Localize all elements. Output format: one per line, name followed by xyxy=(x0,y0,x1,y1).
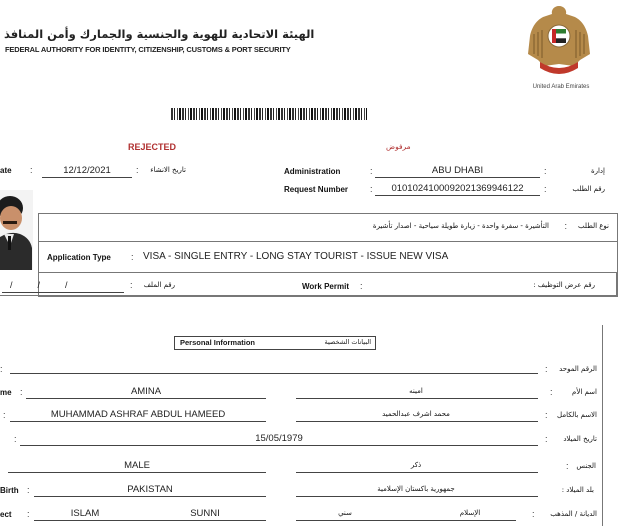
colon: : xyxy=(30,165,33,175)
authority-name-english: FEDERAL AUTHORITY FOR IDENTITY, CITIZENSHIP, CUSTOMS & PORT SECURITY xyxy=(5,45,291,54)
date-value: 12/12/2021 xyxy=(63,165,111,176)
colon: : xyxy=(0,364,3,374)
file-number-value: / / / xyxy=(10,280,68,290)
unified-number-label-arabic: الرقم الموحد xyxy=(559,365,597,373)
administration-underline xyxy=(375,177,540,178)
date-label: ate xyxy=(0,166,12,175)
application-type-english-row xyxy=(39,242,617,273)
date-underline xyxy=(42,177,132,178)
religion-label-arabic: الديانة / المذهب xyxy=(550,510,597,518)
place-of-birth-underline xyxy=(34,496,266,497)
administration-label-arabic: إدارة xyxy=(590,167,605,175)
request-number-label: Request Number xyxy=(284,185,349,194)
colon: : xyxy=(370,166,373,176)
sect-value: SUNNI xyxy=(190,508,220,519)
colon: : xyxy=(545,410,548,420)
colon: : xyxy=(564,221,567,231)
mother-name-arabic-underline xyxy=(296,398,538,399)
section-title-arabic: البيانات الشخصية xyxy=(324,338,371,346)
emblem-caption: United Arab Emirates xyxy=(532,84,590,90)
section-title-english: Personal Information xyxy=(180,338,256,347)
gender-arabic-underline xyxy=(296,472,538,473)
full-name-value: MUHAMMAD ASHRAF ABDUL HAMEED xyxy=(50,409,226,420)
colon: : xyxy=(545,434,548,444)
religion-arabic-underline xyxy=(296,520,516,521)
religion-label: ect xyxy=(0,510,12,519)
colon: : xyxy=(131,252,134,262)
place-of-birth-value-arabic: جمهورية باكستان الإسلامية xyxy=(377,485,455,493)
colon: : xyxy=(20,387,23,397)
application-type-label: Application Type xyxy=(47,253,111,262)
date-label-arabic: تاريخ الانشاء xyxy=(150,166,186,174)
colon: : xyxy=(360,281,363,291)
religion-underline xyxy=(34,520,266,521)
status-badge-arabic: مرفوض xyxy=(386,142,411,151)
religion-value-arabic: الإسلام xyxy=(459,509,481,517)
gender-value: MALE xyxy=(124,460,150,471)
gender-underline xyxy=(8,472,266,473)
full-name-value-arabic: محمد اشرف عبدالحميد xyxy=(382,410,450,418)
colon: : xyxy=(532,509,535,519)
authority-name-arabic: الهيئة الاتحادية للهوية والجنسية والجمارك وأمن المنافذ xyxy=(4,27,315,41)
mother-name-underline xyxy=(26,398,266,399)
colon: : xyxy=(545,364,548,374)
gender-label-arabic: الجنس xyxy=(576,462,596,470)
colon: : xyxy=(136,165,139,175)
application-type-value: VISA - SINGLE ENTRY - LONG STAY TOURIST - ISSUE NEW VISA xyxy=(143,251,449,262)
uae-emblem-icon xyxy=(524,2,594,80)
request-number-value: 01010241000920213699461​22 xyxy=(391,183,524,194)
full-name-arabic-underline xyxy=(296,421,538,422)
colon: : xyxy=(544,184,547,194)
full-name-underline xyxy=(10,421,266,422)
request-number-underline xyxy=(375,195,540,196)
application-type-value-arabic: التأشيرة - سفرة واحدة - زيارة طويلة سياحية - اصدار تأشيرة xyxy=(372,222,549,230)
application-type-arabic-row xyxy=(39,214,617,242)
colon: : xyxy=(3,410,6,420)
file-number-underline xyxy=(2,292,124,293)
colon: : xyxy=(14,434,17,444)
administration-value: ABU DHABI xyxy=(431,165,484,176)
barcode xyxy=(171,108,367,120)
sect-value-arabic: سني xyxy=(338,509,352,517)
mother-name-label: me xyxy=(0,388,12,397)
mother-name-label-arabic: اسم الأم xyxy=(572,388,597,396)
date-of-birth-underline xyxy=(20,445,538,446)
status-badge: REJECTED xyxy=(128,142,177,152)
colon: : xyxy=(27,509,30,519)
file-number-label-arabic: رقم الملف xyxy=(143,281,175,289)
date-of-birth-label-arabic: تاريخ الميلاد xyxy=(563,435,597,443)
colon: : xyxy=(370,184,373,194)
date-of-birth-value: 15/05/1979 xyxy=(255,433,303,444)
unified-number-underline xyxy=(10,373,538,374)
administration-label: Administration xyxy=(284,167,341,176)
personal-info-section-title xyxy=(174,336,376,350)
gender-value-arabic: ذكر xyxy=(410,461,422,469)
section-border xyxy=(602,325,603,526)
religion-value: ISLAM xyxy=(70,508,100,519)
mother-name-value: AMINA xyxy=(130,386,162,397)
full-name-label-arabic: الاسم بالكامل xyxy=(557,411,597,419)
place-of-birth-value: PAKISTAN xyxy=(127,484,173,495)
place-of-birth-label: Birth xyxy=(0,486,19,495)
place-of-birth-label-arabic: بلد الميلاد : xyxy=(561,486,594,494)
work-permit-label: Work Permit xyxy=(302,282,349,291)
mother-name-value-arabic: امينه xyxy=(409,387,423,395)
colon: : xyxy=(27,485,30,495)
request-number-label-arabic: رقم الطلب xyxy=(572,185,605,193)
colon: : xyxy=(130,280,133,290)
place-of-birth-arabic-underline xyxy=(296,496,538,497)
colon: : xyxy=(566,461,569,471)
application-type-label-arabic: نوع الطلب xyxy=(578,222,609,230)
work-permit-label-arabic: رقم عرض التوظيف : xyxy=(533,281,595,289)
colon: : xyxy=(550,387,553,397)
colon: : xyxy=(544,166,547,176)
applicant-photo xyxy=(0,190,33,270)
